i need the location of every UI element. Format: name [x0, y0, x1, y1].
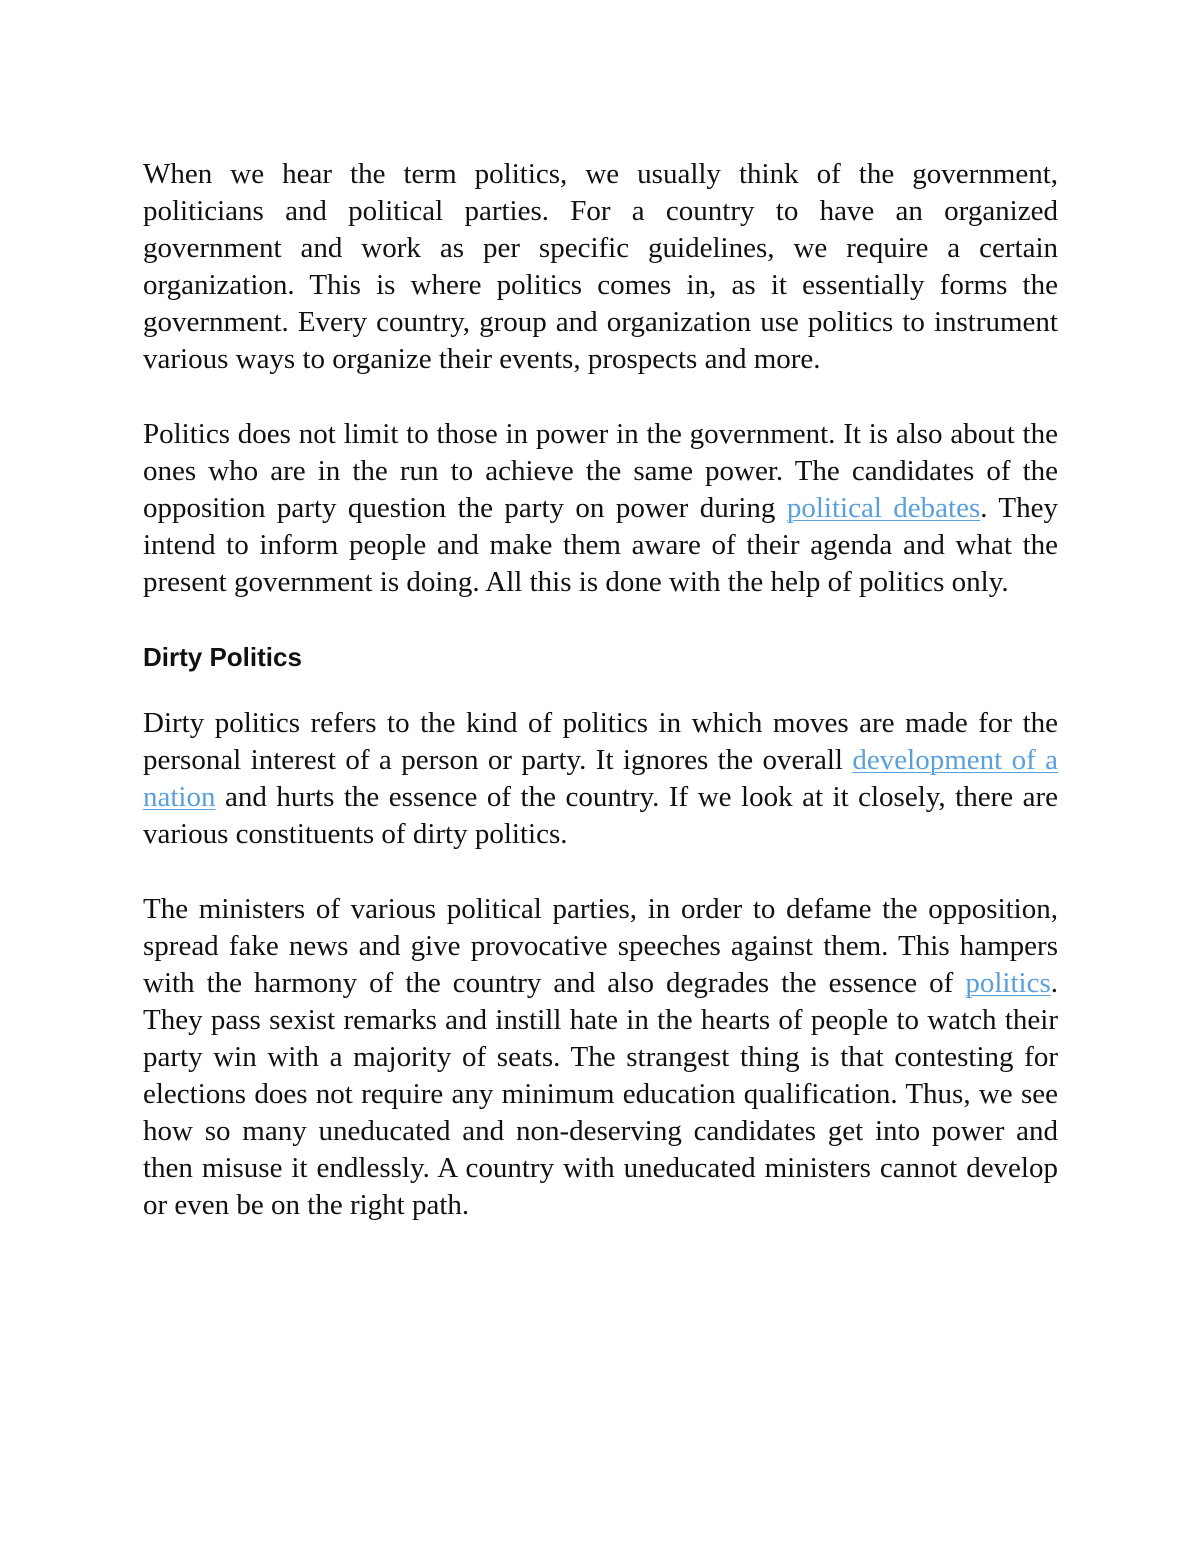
- paragraph-text: . They pass sexist remarks and instill hate in the hearts of people to watch their party win with a majority of seats. The strangest thing is that contesting for elections does not require any minimum education qualification. Thus, we see how so many uneducated and non-deserving candidates get into power and then misuse it endlessly. A country with uneducated ministers cannot develop or even be on the right path.: [143, 967, 1058, 1221]
- paragraph-text: Dirty politics refers to the kind of politics in which moves are made for the personal interest of a person or party. It ignores the overall: [143, 707, 1058, 776]
- development-of-a-nation-link[interactable]: development of a nation: [143, 744, 1058, 813]
- paragraph-text: Politics does not limit to those in power in the government. It is also about the ones who are in the run to achieve the same power. The candidates of the opposition party question the party on power during: [143, 418, 1058, 524]
- section-heading: Dirty Politics: [143, 642, 302, 672]
- dirty-politics-paragraph: [143, 705, 1058, 853]
- document-page: [143, 156, 1058, 1262]
- paragraph-text: and hurts the essence of the country. If we look at it closely, there are various constituents of dirty politics.: [143, 781, 1058, 850]
- paragraph-text: . They intend to inform people and make them aware of their agenda and what the present government is doing. All this is done with the help of politics only.: [143, 492, 1058, 598]
- power-paragraph: [143, 416, 1058, 601]
- intro-paragraph: When we hear the term politics, we usually think of the government, politicians and political parties. For a country to have an organized government and work as per specific guidelines, we require a certain organization. This is where politics comes in, as it essentially forms the government. Every country, group and organization use politics to instrument various ways to organize their events, prospects and more.: [143, 158, 1058, 375]
- paragraph-text: The ministers of various political parties, in order to defame the opposition, spread fake news and give provocative speeches against them. This hampers with the harmony of the country and also degrades the essence of: [143, 893, 1058, 999]
- ministers-paragraph: [143, 891, 1058, 1224]
- political-debates-link[interactable]: political debates: [786, 492, 981, 524]
- politics-link[interactable]: politics: [965, 967, 1051, 999]
